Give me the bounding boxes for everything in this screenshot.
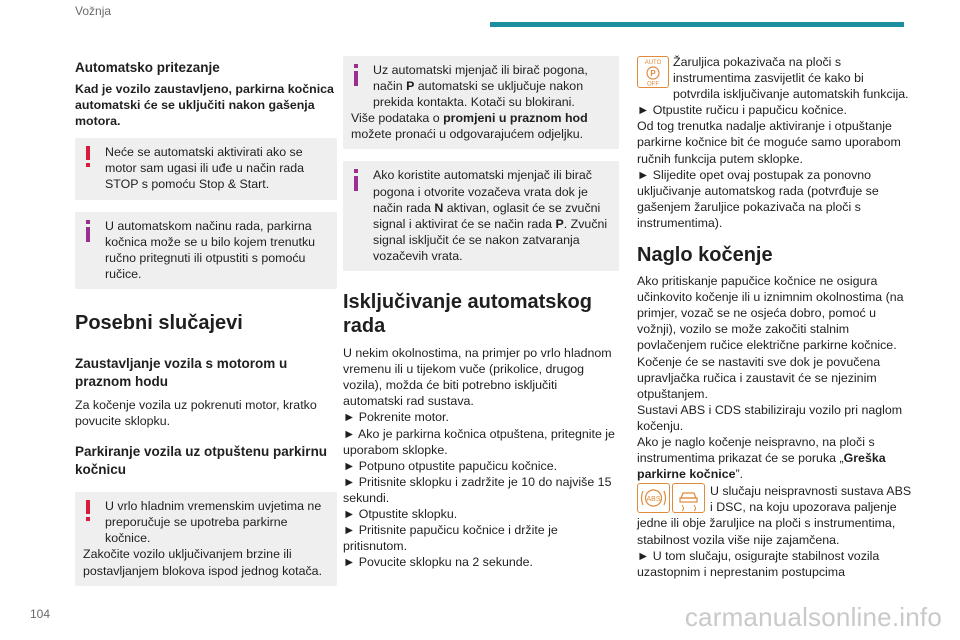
info2-part-c: automatski se uključuje nakon prekida kontakta. Kotači su blokirani. — [373, 79, 584, 110]
heading-auto-tightening: Automatsko pritezanje — [75, 60, 220, 75]
abs-warning-icon — [637, 483, 670, 513]
info2-part-f: možete pronaći u odgovarajućem odjeljku. — [351, 127, 584, 142]
brake-text-3: Sustavi ABS i CDS stabiliziraju vozilo pri naglom kočenju. — [637, 402, 903, 433]
info-box-1 — [75, 212, 337, 289]
info-text-1: U automatskom načinu rada, parkirna kočnica može se u bilo kojem trenutku ručno pritegnuti ili otpustiti s pomoću ručice. — [105, 218, 316, 281]
info-text-3 — [351, 167, 611, 264]
brake4-part-a: Ako je naglo kočenje neispravno, na ploči s instrumentima prikazat će se poruka „ — [637, 434, 875, 466]
auto-icon-mid: P — [650, 69, 656, 78]
heading-emergency-braking: Naglo kočenje — [637, 244, 773, 267]
info-box-3 — [343, 161, 619, 271]
info3-part-a: Ako koristite automatski mjenjač ili birač pogona i otvorite vozačeva vrata dok je način rada — [373, 168, 592, 215]
abs-text: U slučaju neispravnosti sustava ABS i DSC, na koju upozorava paljenje jedne ili obje žaruljice na ploči s instrumentima, stabilnost vozila više nije zajamčena. — [637, 484, 912, 547]
brake-text-2: Kočenje će se nastaviti sve dok je povučena upravljačka ručica i zaustavit će se njezinim otpuštanjem. — [637, 354, 881, 401]
warning-box-1 — [75, 138, 337, 199]
warning-text-1: Neće se automatski aktivirati ako se motor sam ugasi ili uđe u način rada STOP s pomoću Stop & Start. — [105, 145, 305, 192]
step-6: ► Pritisnite papučicu kočnice i držite je pritisnutom. — [343, 523, 558, 554]
info-icon — [351, 64, 361, 86]
warning-text-2: U vrlo hladnim vremenskim uvjetima ne preporučuje se upotreba parkirne kočnice. — [105, 499, 322, 546]
auto-icon-bottom: OFF — [647, 81, 659, 87]
info2-part-d: Više podataka o — [351, 111, 444, 126]
from-now-text: Od tog trenutka nadalje aktiviranje i otpuštanje parkirne kočnice bit će moguće samo uporabom ručnih funkcija putem sklopke. — [637, 119, 901, 166]
exclamation-icon — [83, 146, 93, 168]
info3-mode-p: P — [555, 216, 564, 231]
info3-part-e: . Zvučni signal isključit će se nakon zatvaranja vozačevih vrata. — [373, 216, 608, 263]
step-stability: ► U tom slučaju, osigurajte stabilnost vozila uzastopnim i neprestanim postupcima — [637, 548, 880, 579]
info-text-2 — [351, 62, 611, 110]
page-number: 104 — [30, 607, 51, 621]
warning-box-2 — [75, 492, 337, 585]
abs-label: ABS — [646, 496, 661, 504]
auto-off-paragraph — [637, 54, 913, 102]
auto-p-off-glyph — [638, 57, 668, 87]
intro-text: Kad je vozilo zaustavljeno, parkirna kočnica automatski će se uključiti nakon gašenja motora. — [75, 82, 334, 129]
step-2: ► Ako je parkirna kočnica otpuštena, pritegnite je uporabom sklopke. — [343, 426, 615, 457]
auto-icon-top: AUTO — [644, 60, 662, 66]
info-icon — [83, 220, 93, 242]
step-5: ► Otpustite sklopku. — [343, 506, 458, 521]
disable-intro: U nekim okolnostima, na primjer po vrlo hladnom vremenu ili u tijekom vuče (prikolice, drugog vozila), možda će biti potrebno isključiti automatski rad sustava. — [343, 346, 612, 409]
heading-special-cases: Posebni slučajevi — [75, 311, 243, 334]
column-2 — [343, 54, 619, 570]
abs-glyph — [638, 484, 669, 512]
info-icon — [351, 169, 361, 191]
info3-part-c: aktivan, oglasit će se zvučni signal i aktivirat će se način rada — [373, 200, 601, 231]
info-text-2b — [351, 110, 611, 142]
heading-idle-stop: Zaustavljanje vozila s motorom u praznom hodu — [75, 355, 288, 389]
info2-mode-p: P — [406, 79, 415, 94]
heading-park-released: Parkiranje vozila uz otpuštenu parkirnu kočnicu — [75, 444, 328, 478]
header-section: Vožnja — [75, 4, 112, 18]
step-7: ► Povucite sklopku na 2 sekunde. — [343, 555, 533, 570]
step-release: ► Otpustite ručicu i papučicu kočnice. — [637, 103, 847, 118]
idle-stop-text: Za kočenje vozila uz pokrenuti motor, kratko povucite sklopku. — [75, 397, 317, 429]
warning-text-2b: Zakočite vozilo uključivanjem brzine ili postavljanjem blokova ispod jednog kotača. — [83, 547, 323, 578]
info2-link-neutral: promjeni u praznom hod — [443, 111, 588, 126]
skid-car-glyph — [673, 484, 704, 512]
heading-disable-auto: Isključivanje automatskog rada — [343, 291, 592, 338]
brake4-part-c: ”. — [735, 467, 744, 482]
step-3: ► Potpuno otpustite papučicu kočnice. — [343, 458, 558, 473]
watermark: carmanualsonline.info — [684, 602, 942, 632]
abs-paragraph — [637, 483, 913, 547]
brake-error-message: Greška parkirne kočnice — [637, 451, 886, 482]
column-3 — [637, 54, 913, 580]
exclamation-icon — [83, 500, 93, 522]
brake-text-4 — [637, 434, 913, 482]
lamp-text: Žaruljica pokazivača na ploči s instrumentima zasvijetlit će kako bi potvrdila isključivanje automatskih funkcija. — [673, 55, 909, 102]
step-4: ► Pritisnite sklopku i zadržite je 10 do najviše 15 sekundi. — [343, 474, 612, 505]
stability-control-icon — [672, 483, 705, 513]
auto-p-off-icon — [637, 56, 669, 88]
brake-text-1: Ako pritiskanje papučice kočnice ne osigura učinkovito kočenje ili u iznimnim okolnostima (na primjer, vozač se ne osjeća dobro, pomoć u vožnji), vozilo se može zakočiti stalnim povlačenjem ručice električne parkirne kočnice. — [637, 274, 904, 353]
info-box-2 — [343, 56, 619, 149]
abs-icons — [637, 483, 705, 513]
info2-part-a: Uz automatski mjenjač ili birač pogona, način — [373, 63, 588, 94]
header-accent-bar — [490, 22, 904, 27]
info3-mode-n: N — [434, 200, 444, 215]
column-1 — [75, 54, 337, 586]
step-repeat: ► Slijedite opet ovaj postupak za ponovno uključivanje automatskog rada (potvrđuje se gašenjem žaruljice pokazivača na ploči s instrumentima). — [637, 167, 879, 230]
step-1: ► Pokrenite motor. — [343, 410, 449, 425]
